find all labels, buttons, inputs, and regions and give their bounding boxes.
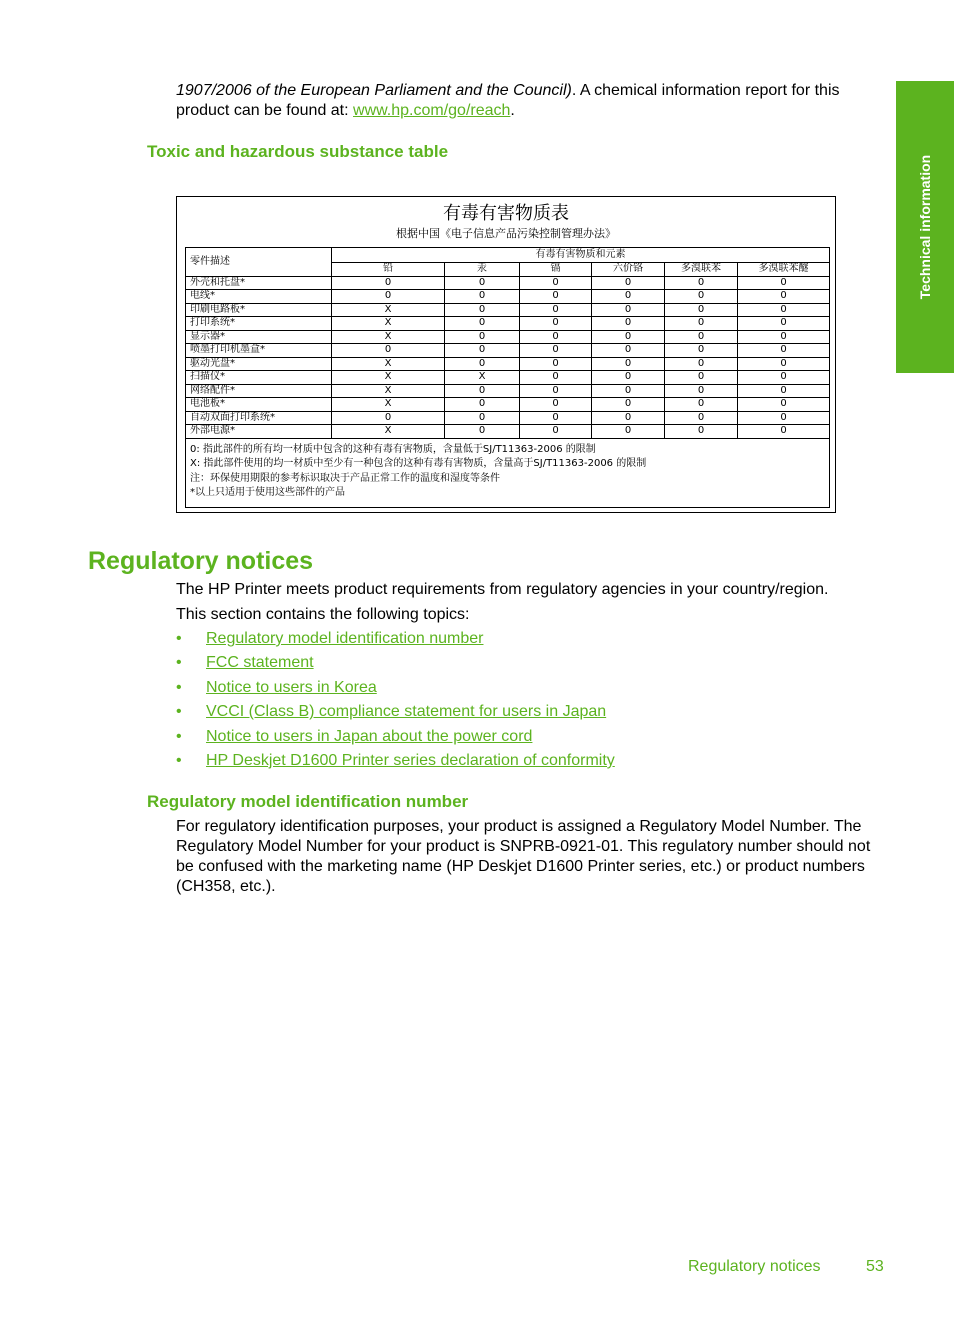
intro-line-1 — [176, 81, 886, 101]
table-row — [186, 411, 830, 425]
paragraph-line: Regulatory Model Number for your product is SNPRB-0921-01. This regulatory number should not — [176, 838, 871, 855]
substance-value-cell: 0 — [592, 344, 665, 358]
substance-value-cell: 0 — [592, 425, 665, 439]
toxic-table-heading: Toxic and hazardous substance table — [147, 142, 449, 161]
substance-value-cell: 0 — [738, 330, 830, 344]
table-row — [186, 384, 830, 398]
table-note-line: 0: 指此部件的所有均一材质中包含的这种有毒有害物质，含量低于SJ/T11363-2006 的限制 — [190, 443, 596, 455]
substance-column-header: 多溴联苯 — [665, 263, 738, 277]
part-name-cell: 喷墨打印机墨盒* — [186, 344, 332, 358]
reach-link[interactable]: www.hp.com/go/reach — [353, 102, 511, 119]
paragraph-line: be confused with the marketing name (HP Deskjet D1600 Printer series, etc.) or product numbers — [176, 858, 865, 875]
topic-link[interactable]: VCCI (Class B) compliance statement for users in Japan — [206, 703, 607, 721]
part-name-cell: 打印系统* — [186, 317, 332, 331]
substance-value-cell: 0 — [445, 330, 520, 344]
substance-value-cell: 0 — [520, 411, 592, 425]
substance-value-cell: 0 — [738, 317, 830, 331]
substance-value-cell: 0 — [738, 425, 830, 439]
regulatory-intro: The HP Printer meets product requirements from regulatory agencies in your country/region. — [176, 581, 829, 598]
substance-value-cell: 0 — [445, 317, 520, 331]
substance-value-cell: 0 — [445, 425, 520, 439]
substance-value-cell: X — [332, 384, 445, 398]
substance-value-cell: X — [332, 425, 445, 439]
substance-column-header: 镉 — [520, 263, 592, 277]
part-name-cell: 外部电源* — [186, 425, 332, 439]
bullet-icon: • — [176, 751, 182, 769]
substance-value-cell: 0 — [332, 344, 445, 358]
intro-line-2 — [176, 101, 886, 121]
substance-value-cell: 0 — [592, 357, 665, 371]
substance-value-cell: 0 — [520, 344, 592, 358]
substance-value-cell: 0 — [592, 330, 665, 344]
substance-value-cell: 0 — [665, 398, 738, 412]
substance-value-cell: 0 — [520, 357, 592, 371]
substance-column-header: 铅 — [332, 263, 445, 277]
substance-value-cell: 0 — [445, 344, 520, 358]
hazard-table — [185, 247, 830, 508]
part-name-cell: 网络配件* — [186, 384, 332, 398]
substance-value-cell: 0 — [665, 384, 738, 398]
table-notes-row — [186, 438, 830, 507]
part-description-header: 零件描述 — [186, 248, 332, 277]
substance-value-cell: 0 — [592, 276, 665, 290]
substance-value-cell: 0 — [665, 425, 738, 439]
hazard-table-subtitle: 根据中国《电子信息产品污染控制管理办法》 — [396, 228, 616, 240]
substance-value-cell: X — [332, 303, 445, 317]
substance-value-cell: 0 — [332, 276, 445, 290]
intro-italic: 1907/2006 of the European Parliament and the Council) — [176, 82, 572, 99]
intro-line1-rest: . A chemical information report for this — [571, 82, 840, 99]
substance-value-cell: 0 — [665, 344, 738, 358]
table-note-line: *以上只适用于使用这些部件的产品 — [190, 487, 345, 498]
table-row — [186, 276, 830, 290]
substance-value-cell: 0 — [445, 398, 520, 412]
part-name-cell: 驱动光盘* — [186, 357, 332, 371]
substance-value-cell: 0 — [445, 411, 520, 425]
substance-value-cell: 0 — [738, 411, 830, 425]
intro-line2-suffix: . — [510, 102, 515, 119]
substance-value-cell: 0 — [520, 330, 592, 344]
substance-value-cell: 0 — [738, 290, 830, 304]
table-row — [186, 330, 830, 344]
bullet-icon: • — [176, 703, 182, 721]
hazard-table-title: 有毒有害物质表 — [443, 203, 569, 223]
substance-value-cell: 0 — [738, 398, 830, 412]
substance-value-cell: 0 — [332, 290, 445, 304]
substance-value-cell: X — [332, 330, 445, 344]
substance-value-cell: 0 — [520, 425, 592, 439]
table-note-line: 注：环保使用期限的参考标识取决于产品正常工作的温度和湿度等条件 — [190, 472, 500, 484]
substance-value-cell: 0 — [738, 371, 830, 385]
bullet-icon: • — [176, 727, 182, 745]
part-name-cell: 电池板* — [186, 398, 332, 412]
substance-value-cell: 0 — [738, 303, 830, 317]
substance-value-cell: 0 — [738, 384, 830, 398]
substance-value-cell: 0 — [520, 398, 592, 412]
intro-line2-prefix: product can be found at: — [176, 102, 354, 119]
substance-value-cell: 0 — [520, 384, 592, 398]
substance-value-cell: 0 — [445, 357, 520, 371]
list-item — [176, 727, 886, 751]
part-name-cell: 电线* — [186, 290, 332, 304]
substance-column-header: 多溴联苯醚 — [738, 263, 830, 277]
topic-link[interactable]: HP Deskjet D1600 Printer series declaration of conformity — [206, 751, 615, 769]
substance-value-cell: 0 — [445, 276, 520, 290]
substance-value-cell: 0 — [665, 411, 738, 425]
substance-value-cell: X — [332, 317, 445, 331]
substance-value-cell: 0 — [332, 411, 445, 425]
table-row — [186, 344, 830, 358]
substance-value-cell: X — [445, 371, 520, 385]
regulatory-notices-heading: Regulatory notices — [88, 547, 314, 575]
topic-link[interactable]: Notice to users in Japan about the power cord — [206, 727, 533, 745]
table-row — [186, 398, 830, 412]
part-name-cell: 自动双面打印系统* — [186, 411, 332, 425]
substance-value-cell: 0 — [520, 303, 592, 317]
substance-value-cell: 0 — [665, 330, 738, 344]
substance-value-cell: 0 — [738, 276, 830, 290]
substance-value-cell: 0 — [738, 357, 830, 371]
substance-value-cell: 0 — [592, 398, 665, 412]
table-row — [186, 290, 830, 304]
model-id-heading: Regulatory model identification number — [147, 792, 469, 811]
substance-group-header: 有毒有害物质和元素 — [332, 248, 830, 263]
substance-value-cell: 0 — [520, 317, 592, 331]
substance-column-header: 六价铬 — [592, 263, 665, 277]
substance-value-cell: 0 — [665, 276, 738, 290]
topic-link[interactable]: Notice to users in Korea — [206, 678, 377, 696]
topics-intro: This section contains the following topics: — [176, 606, 470, 623]
substance-value-cell: 0 — [665, 290, 738, 304]
list-item — [176, 702, 886, 726]
part-name-cell: 显示器* — [186, 330, 332, 344]
substance-value-cell: 0 — [665, 303, 738, 317]
table-row — [186, 303, 830, 317]
section-side-tab — [896, 81, 954, 373]
substance-value-cell: X — [332, 371, 445, 385]
paragraph-line: (CH358, etc.). — [176, 878, 276, 895]
list-item — [176, 678, 886, 702]
paragraph-line: For regulatory identification purposes, your product is assigned a Regulatory Model Number. The — [176, 818, 862, 835]
topic-link[interactable]: Regulatory model identification number — [206, 630, 484, 647]
substance-value-cell: 0 — [592, 303, 665, 317]
part-name-cell: 外壳和托盘* — [186, 276, 332, 290]
side-tab-label: Technical information — [917, 154, 933, 300]
substance-value-cell: 0 — [520, 276, 592, 290]
substance-value-cell: 0 — [445, 290, 520, 304]
substance-value-cell: 0 — [592, 384, 665, 398]
topics-list — [176, 629, 886, 775]
table-row — [186, 317, 830, 331]
substance-value-cell: 0 — [665, 371, 738, 385]
table-notes — [186, 438, 830, 507]
substance-value-cell: X — [332, 357, 445, 371]
substance-value-cell: X — [332, 398, 445, 412]
list-item — [176, 751, 886, 775]
model-id-paragraph — [176, 817, 891, 897]
substance-value-cell: 0 — [738, 344, 830, 358]
topic-link[interactable]: FCC statement — [206, 654, 314, 672]
substance-value-cell: 0 — [592, 371, 665, 385]
substance-value-cell: 0 — [520, 290, 592, 304]
substance-value-cell: 0 — [665, 357, 738, 371]
table-note-line: X: 指此部件使用的均一材质中至少有一种包含的这种有毒有害物质，含量高于SJ/T11363-2006 的限制 — [190, 458, 647, 469]
substance-value-cell: 0 — [520, 371, 592, 385]
bullet-icon: • — [176, 654, 182, 672]
list-item — [176, 653, 886, 677]
list-item — [176, 629, 886, 653]
substance-column-header: 汞 — [445, 263, 520, 277]
footer-page-number: 53 — [866, 1258, 884, 1275]
part-name-cell: 印刷电路板* — [186, 303, 332, 317]
table-row — [186, 371, 830, 385]
part-name-cell: 扫描仪* — [186, 371, 332, 385]
bullet-icon: • — [176, 630, 182, 647]
substance-value-cell: 0 — [445, 303, 520, 317]
substance-value-cell: 0 — [445, 384, 520, 398]
substance-value-cell: 0 — [665, 317, 738, 331]
table-row — [186, 357, 830, 371]
substance-value-cell: 0 — [592, 317, 665, 331]
substance-value-cell: 0 — [592, 411, 665, 425]
intro-paragraph — [176, 81, 886, 121]
substance-value-cell: 0 — [592, 290, 665, 304]
table-row — [186, 425, 830, 439]
bullet-icon: • — [176, 678, 182, 696]
footer-section-name: Regulatory notices — [688, 1258, 821, 1275]
